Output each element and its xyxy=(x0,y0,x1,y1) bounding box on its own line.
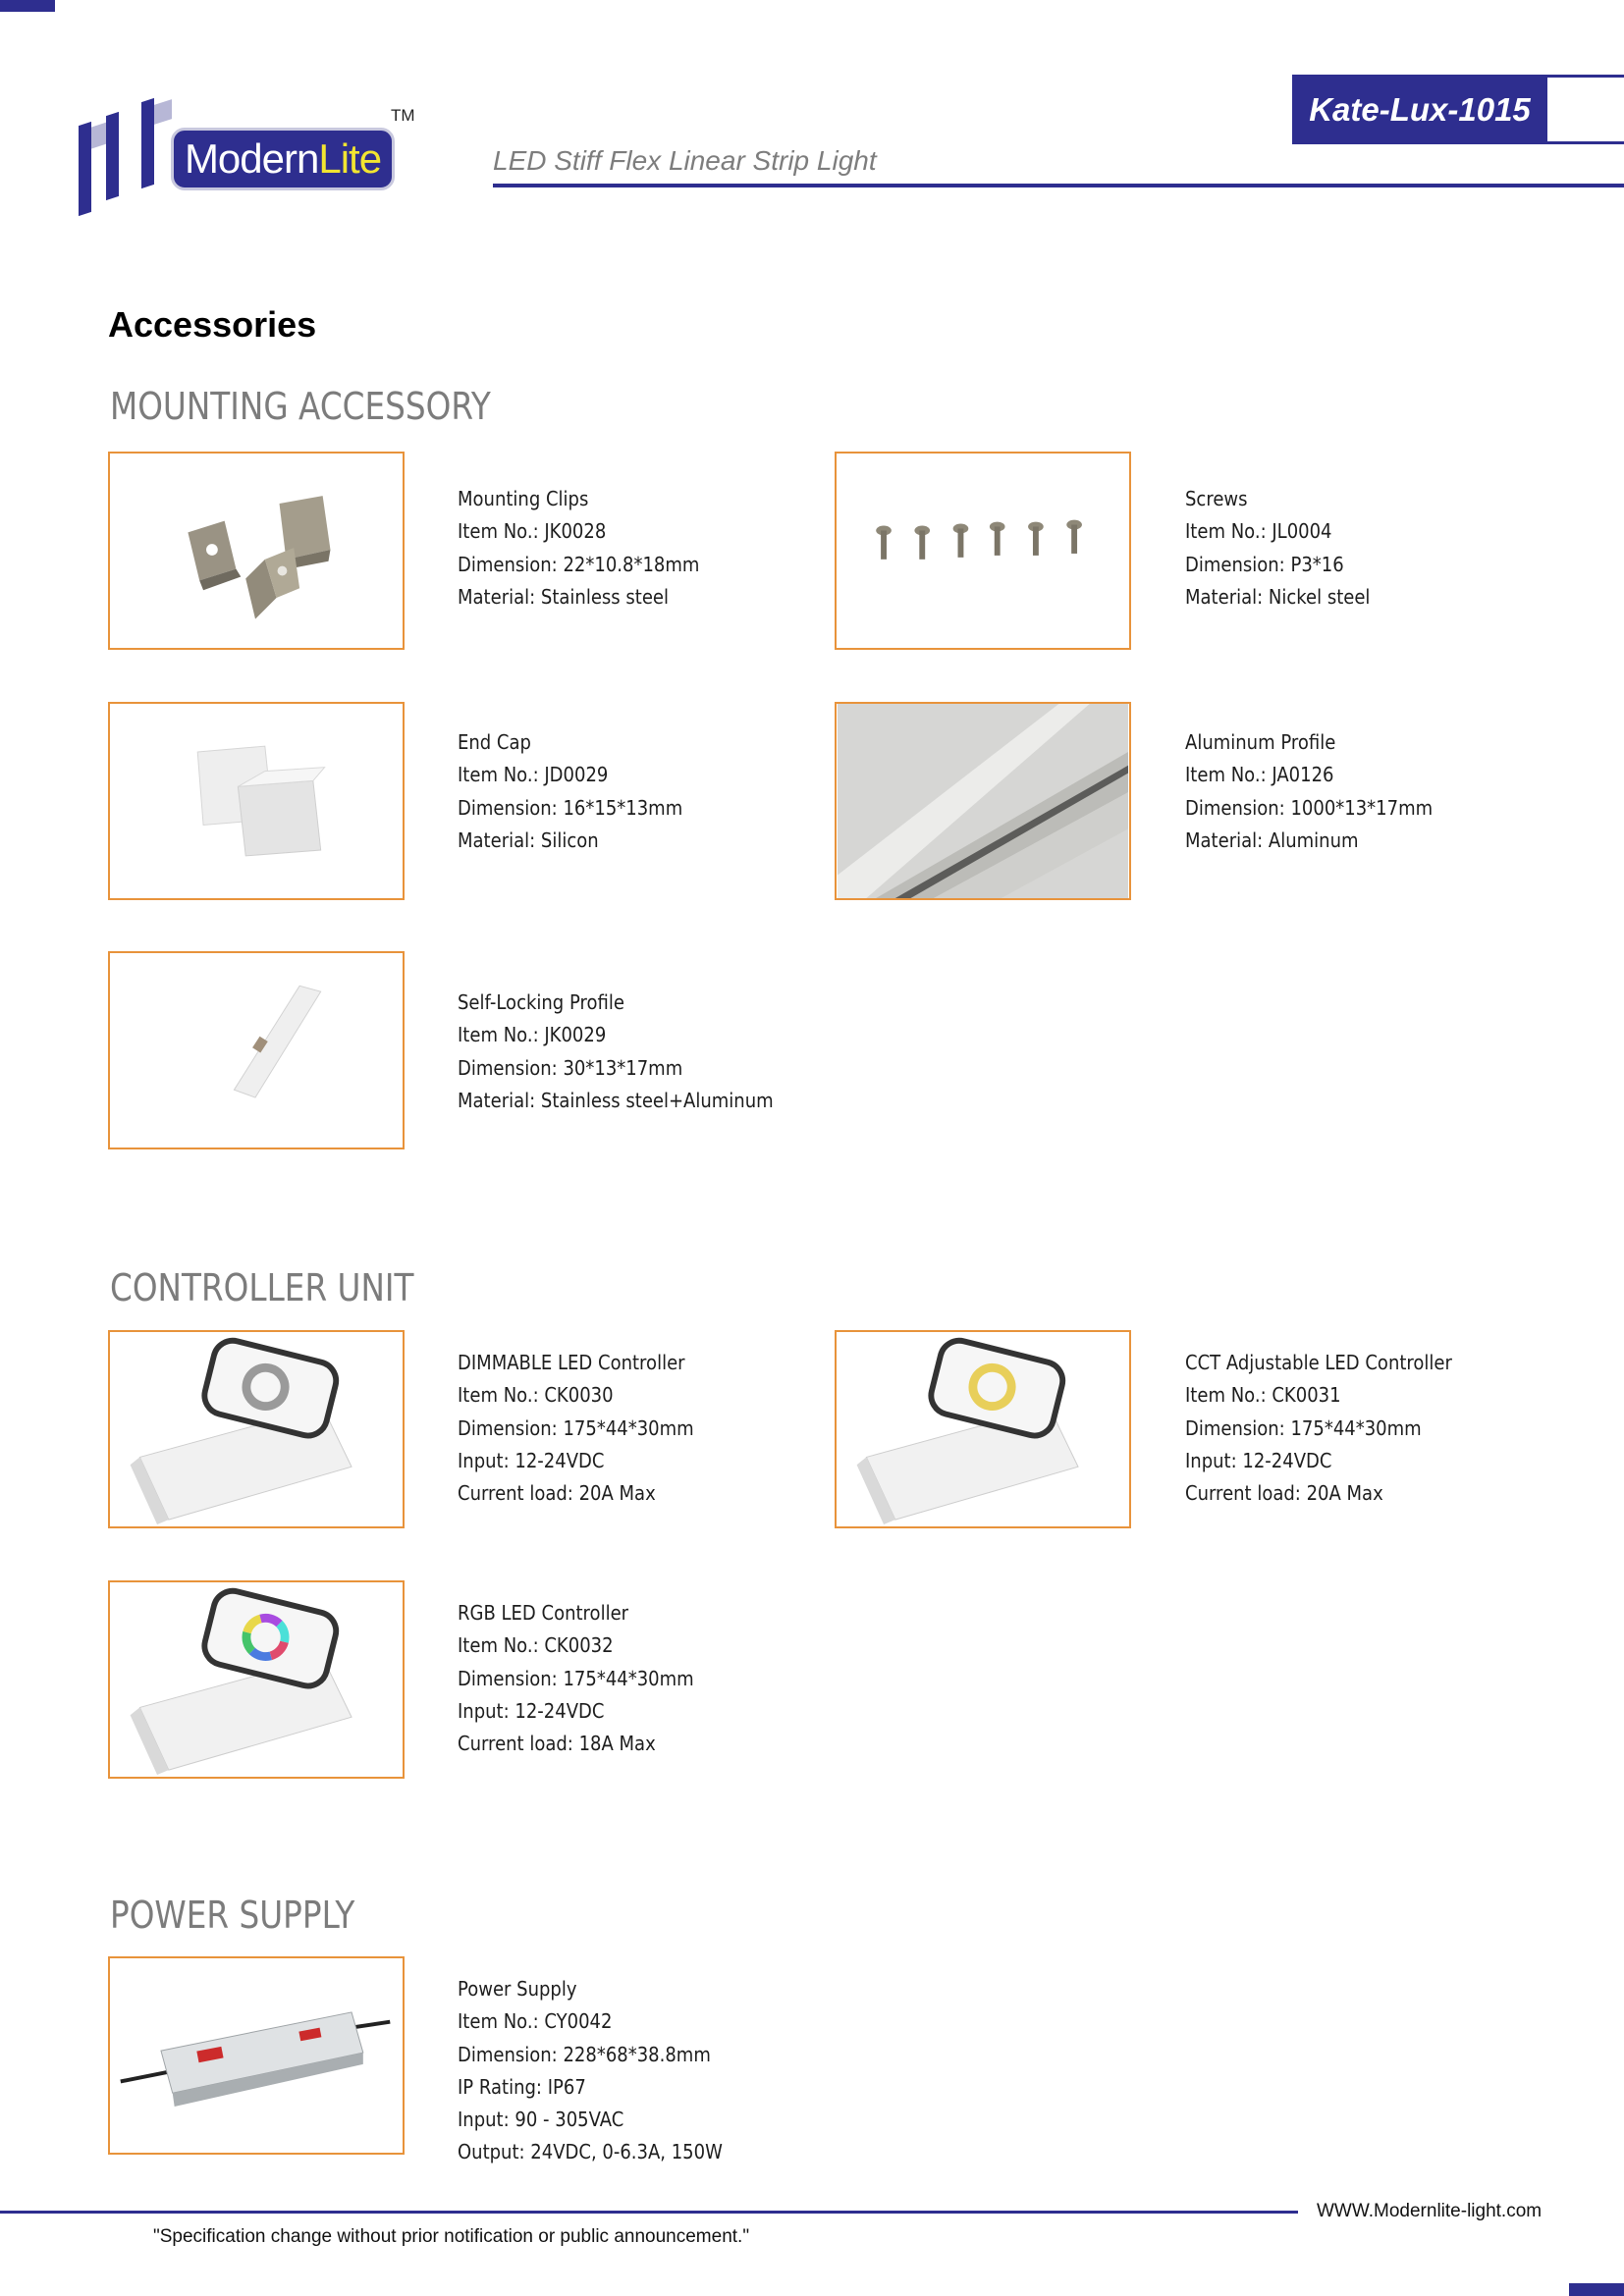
footer-divider xyxy=(0,2211,1298,2214)
model-badge-rule-bottom xyxy=(1547,141,1624,144)
item-name: Aluminum Profile xyxy=(1185,730,1336,754)
item-name: Mounting Clips xyxy=(458,487,589,510)
item-name: Screws xyxy=(1185,487,1248,510)
item-material: Material: Silicon xyxy=(458,828,599,852)
item-material: Material: Stainless steel xyxy=(458,584,669,609)
end-cap-specs xyxy=(458,726,708,857)
item-dimension: Dimension: 16*15*13mm xyxy=(458,795,683,820)
model-number-badge: Kate-Lux-1015 xyxy=(1292,75,1547,144)
item-dimension: Dimension: 30*13*17mm xyxy=(458,1055,683,1080)
item-dimension: Dimension: 1000*13*17mm xyxy=(1185,795,1434,820)
item-dimension: Dimension: 175*44*30mm xyxy=(458,1415,694,1440)
item-input: Input: 12-24VDC xyxy=(458,1448,605,1472)
self-locking-profile-image xyxy=(108,951,405,1149)
dimmable-controller-specs xyxy=(458,1347,720,1510)
item-name: Power Supply xyxy=(458,1977,577,2001)
power-supply-image xyxy=(108,1956,405,2155)
item-name: CCT Adjustable LED Controller xyxy=(1185,1351,1452,1374)
item-name: RGB LED Controller xyxy=(458,1601,629,1625)
item-output: Output: 24VDC, 0-6.3A, 150W xyxy=(458,2140,723,2164)
item-input: Input: 12-24VDC xyxy=(458,1698,605,1723)
mounting-clips-specs xyxy=(458,483,727,614)
screws-image xyxy=(835,452,1131,650)
footer-website-link[interactable]: WWW.Modernlite-light.com xyxy=(1317,2201,1543,2221)
model-badge-rule-top xyxy=(1547,75,1624,78)
logo-wordmark: Modern Lite xyxy=(171,128,395,190)
cct-controller-specs xyxy=(1185,1347,1482,1510)
section-heading-mounting: MOUNTING ACCESSORY xyxy=(110,385,491,428)
product-line-title: LED Stiff Flex Linear Strip Light xyxy=(493,145,877,176)
item-name: End Cap xyxy=(458,730,531,754)
item-dimension: Dimension: 175*44*30mm xyxy=(458,1666,694,1690)
item-name: Self-Locking Profile xyxy=(458,990,624,1014)
item-dimension: Dimension: P3*16 xyxy=(1185,552,1344,576)
modernlite-logo xyxy=(77,96,430,216)
item-number: Item No.: JD0029 xyxy=(458,763,609,787)
trademark-symbol: TM xyxy=(391,106,415,125)
aluminum-profile-image xyxy=(835,702,1131,900)
item-input: Input: 90 - 305VAC xyxy=(458,2108,624,2132)
item-number: Item No.: CK0031 xyxy=(1185,1383,1341,1408)
item-current-load: Current load: 18A Max xyxy=(458,1732,656,1756)
rgb-controller-image xyxy=(108,1580,405,1779)
rgb-controller-specs xyxy=(458,1597,720,1760)
end-cap-image xyxy=(108,702,405,900)
cct-controller-image xyxy=(835,1330,1131,1528)
item-dimension: Dimension: 228*68*38.8mm xyxy=(458,2042,711,2066)
item-number: Item No.: JK0028 xyxy=(458,519,607,544)
item-material: Material: Aluminum xyxy=(1185,828,1359,852)
section-heading-controller: CONTROLLER UNIT xyxy=(110,1266,414,1309)
item-current-load: Current load: 20A Max xyxy=(1185,1481,1383,1506)
item-number: Item No.: JL0004 xyxy=(1185,519,1332,544)
item-name: DIMMABLE LED Controller xyxy=(458,1351,685,1374)
item-number: Item No.: CK0030 xyxy=(458,1383,614,1408)
screws-specs xyxy=(1185,483,1390,614)
item-material: Material: Stainless steel+Aluminum xyxy=(458,1088,774,1112)
header-divider xyxy=(493,184,1624,187)
corner-mark-top-left xyxy=(0,0,55,12)
item-current-load: Current load: 20A Max xyxy=(458,1481,656,1506)
page-title: Accessories xyxy=(108,304,317,345)
item-input: Input: 12-24VDC xyxy=(1185,1448,1332,1472)
item-material: Material: Nickel steel xyxy=(1185,584,1371,609)
section-heading-power: POWER SUPPLY xyxy=(110,1894,355,1937)
aluminum-profile-specs xyxy=(1185,726,1460,857)
item-ip-rating: IP Rating: IP67 xyxy=(458,2074,586,2099)
mounting-clips-image xyxy=(108,452,405,650)
power-supply-specs xyxy=(458,1973,752,2169)
item-number: Item No.: CY0042 xyxy=(458,2009,613,2034)
item-number: Item No.: JK0029 xyxy=(458,1023,607,1047)
dimmable-controller-image xyxy=(108,1330,405,1528)
item-number: Item No.: CK0032 xyxy=(458,1633,614,1658)
self-locking-profile-specs xyxy=(458,987,808,1117)
corner-mark-bottom-right xyxy=(1569,2283,1624,2296)
item-dimension: Dimension: 175*44*30mm xyxy=(1185,1415,1422,1440)
item-dimension: Dimension: 22*10.8*18mm xyxy=(458,552,700,576)
footer-disclaimer: "Specification change without prior notification or public announcement." xyxy=(153,2226,750,2247)
item-number: Item No.: JA0126 xyxy=(1185,763,1334,787)
